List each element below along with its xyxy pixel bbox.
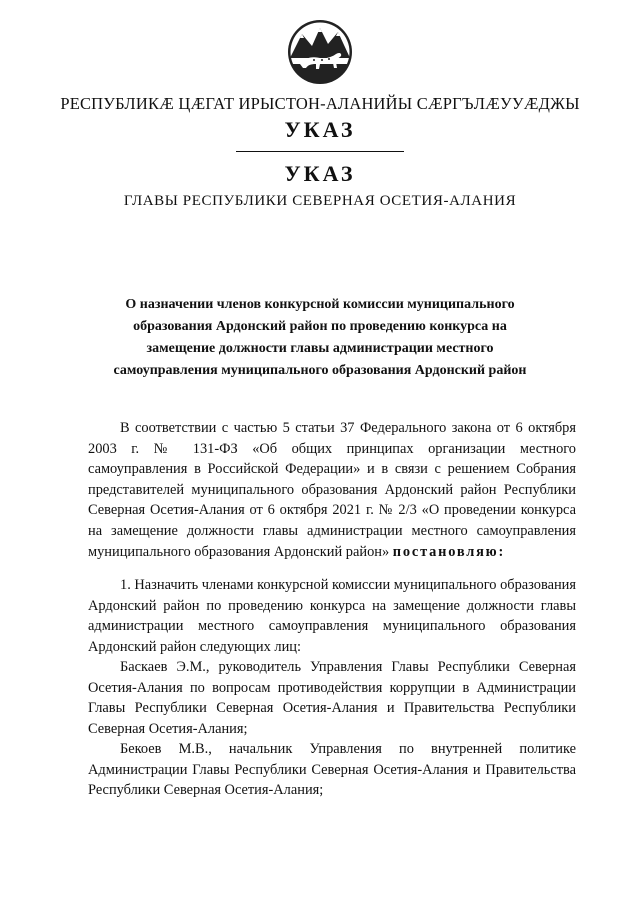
decree-word-postanovlyayu: постановляю: — [392, 543, 506, 560]
header-divider — [236, 151, 404, 152]
decree-word-ossetian: УКАЗ — [284, 117, 356, 142]
intro-text: В соответствии с частью 5 статьи 37 Федерального закона от 6 октября 2003 г. № 131-ФЗ «Об общих принципах организации местного самоуправления в Российской Федерации» и в связи с решением Собрания представителей муниципального образования Ардонский район Республики Северная Осетия-Алания от 6 октября 2021 г. № 2/3 «О проведении конкурса на замещение должности главы администрации местного самоуправления муниципального образования Ардонский район» — [88, 420, 576, 560]
member-2-paragraph: Бекоев М.В., начальник Управления по внутренней политике Администрации Главы Республики Северная Осетия-Алания и Правительства Республики Северная Осетия-Алания; — [88, 741, 576, 799]
item-1-paragraph: 1. Назначить членами конкурсной комиссии муниципального образования Ардонский район по проведению конкурса на замещение должности главы администрации местного самоуправления муниципального образования Ардонский район следующих лиц: — [88, 577, 576, 655]
intro-paragraph — [88, 418, 576, 562]
member-1-block — [88, 657, 576, 739]
intro-paragraph-block — [88, 418, 576, 562]
decree-subject-heading: О назначении членов конкурсной комиссии муниципального образования Ардонский район по проведению конкурса на замещение должности главы администрации местного самоуправления муниципального образования Ардонский район — [113, 297, 527, 378]
item-1-block — [88, 575, 576, 657]
member-2-block — [88, 739, 576, 801]
head-of-republic-title: ГЛАВЫ РЕСПУБЛИКИ СЕВЕРНАЯ ОСЕТИЯ-АЛАНИЯ — [123, 193, 517, 209]
coat-of-arms-emblem-icon — [286, 18, 354, 86]
decree-word-russian: УКАЗ — [284, 161, 356, 186]
republic-title-ossetian: РЕСПУБЛИКÆ ЦÆГАТ ИРЫСТОН-АЛАНИЙЫ СÆРГЪЛÆУУÆДЖЫ — [60, 94, 580, 113]
member-1-paragraph: Баскаев Э.М., руководитель Управления Главы Республики Северная Осетия-Алания по вопросам противодействия коррупции в Администрации Главы Республики Северная Осетия-Алания и Правительства Республики Северная Осетия-Алания; — [88, 659, 576, 737]
